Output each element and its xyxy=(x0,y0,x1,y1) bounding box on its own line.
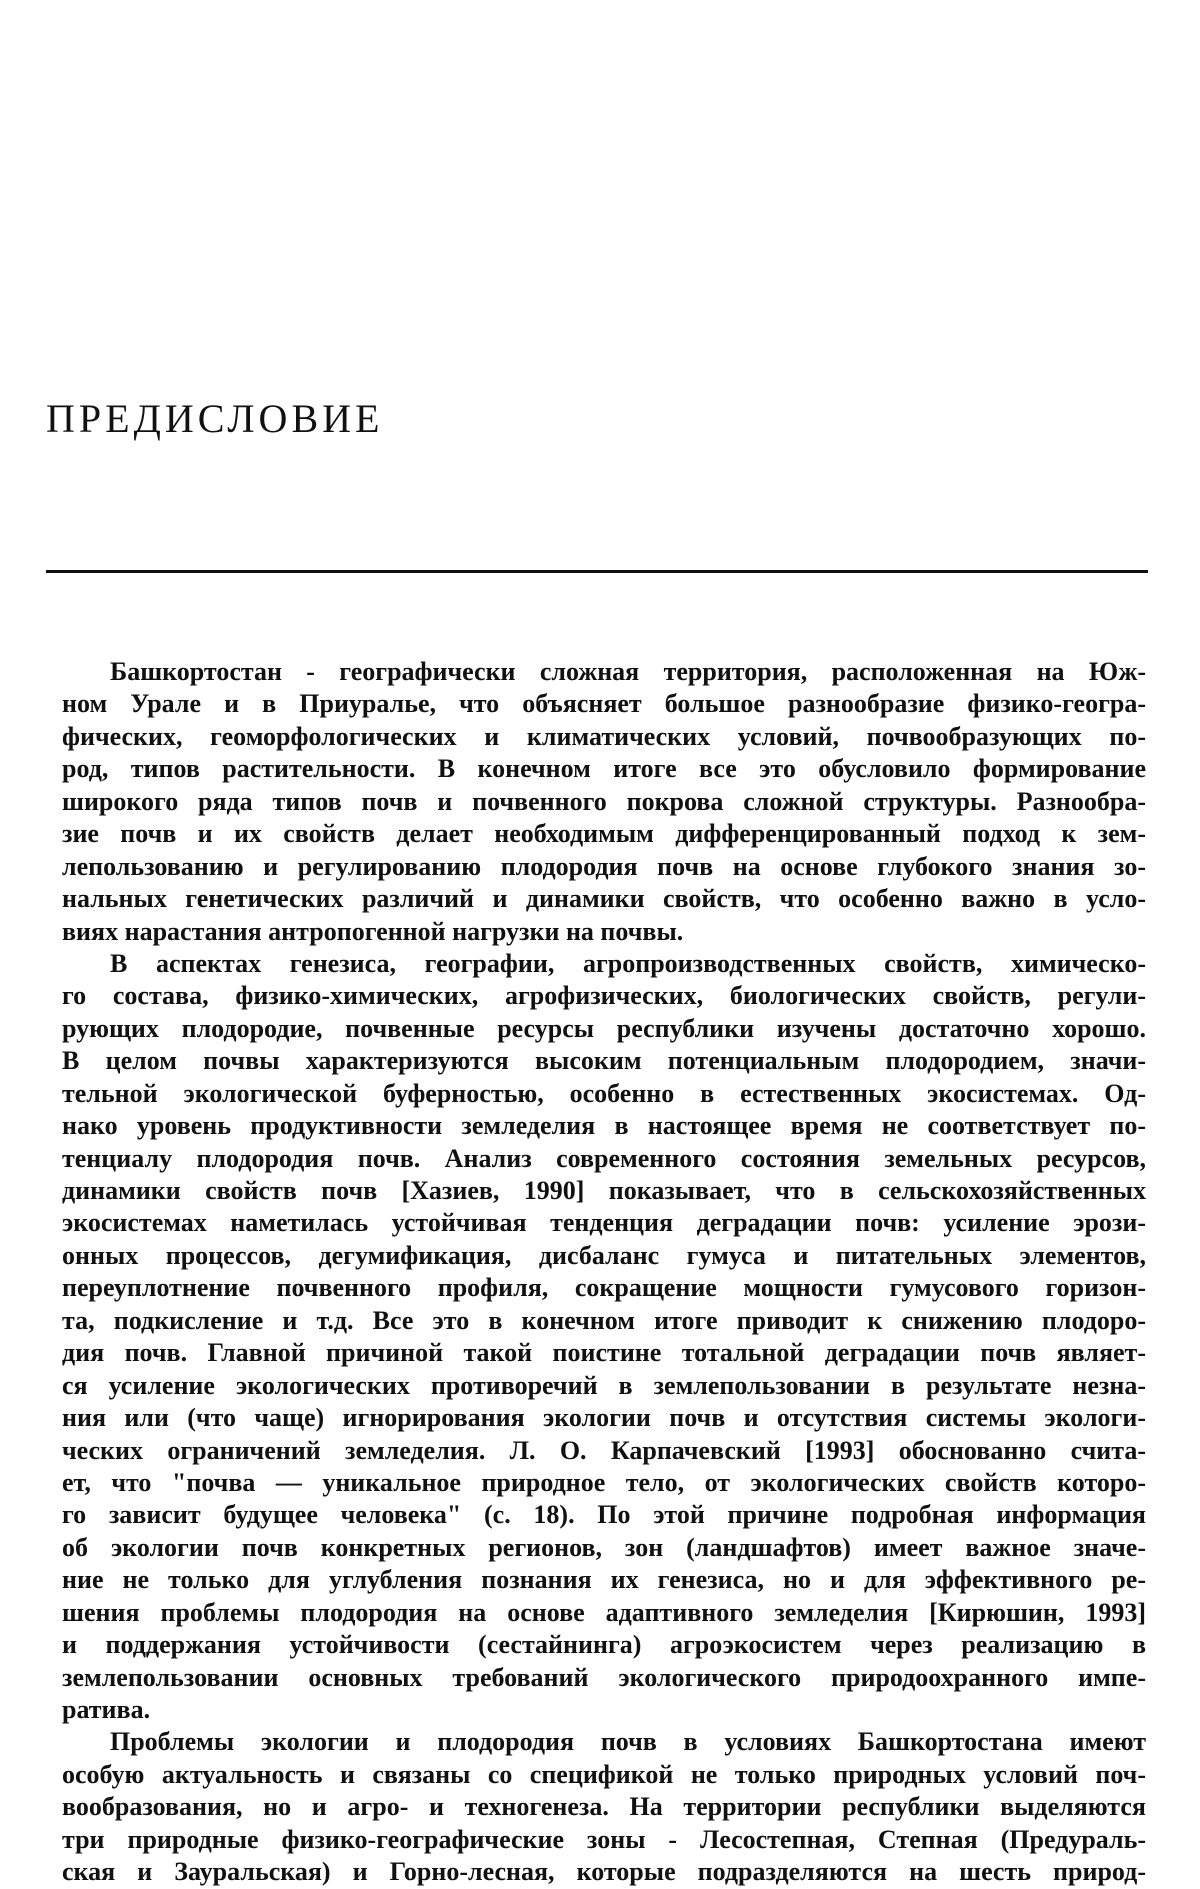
text-line: нако уровень продуктивности земледелия в настоящее время не соответствует по- xyxy=(62,1111,1146,1141)
text-line: ратива. xyxy=(62,1695,151,1724)
text-line: ет, что "почва — уникальное природное тело, от экологических свойств которо- xyxy=(62,1467,1146,1497)
text-line: дия почв. Главной причиной такой поистине тотальной деградации почв являет- xyxy=(62,1338,1146,1368)
text-line: и поддержания устойчивости (сестайнинга) агроэкосистем через реализацию в xyxy=(62,1630,1146,1660)
text-line: В целом почвы характеризуются высоким потенциальным плодородием, значи- xyxy=(62,1046,1146,1076)
text-line: рующих плодородие, почвенные ресурсы республики изучены достаточно хорошо. xyxy=(62,1013,1146,1043)
text-line: зие почв и их свойств делает необходимым дифференцированный подход к зем- xyxy=(62,819,1146,849)
text-line: тельной экологической буферностью, особенно в естественных экосистемах. Од- xyxy=(62,1078,1146,1108)
text-line: землепользовании основных требований экологического природоохранного импе- xyxy=(62,1662,1146,1692)
text-line: ния или (что чаще) игнорирования экологии почв и отсутствия системы экологи- xyxy=(62,1403,1146,1433)
text-line: экосистемах наметилась устойчивая тенденция деградации почв: усиление эрози- xyxy=(62,1208,1146,1238)
text-line: го зависит будущее человека" (с. 18). По этой причине подробная информация xyxy=(62,1500,1146,1530)
text-line: онных процессов, дегумификация, дисбаланс гумуса и питательных элементов, xyxy=(62,1240,1146,1270)
text-line: та, подкисление и т.д. Все это в конечном итоге приводит к снижению плодоро- xyxy=(62,1305,1146,1335)
text-line: переуплотнение почвенного профиля, сокращение мощности гумусового горизон- xyxy=(62,1273,1146,1303)
text-line: тенциалу плодородия почв. Анализ современного состояния земельных ресурсов, xyxy=(62,1143,1146,1173)
text-line: широкого ряда типов почв и почвенного покрова сложной структуры. Разнообра- xyxy=(62,786,1146,816)
text-line: фических, геоморфологических и климатических условий, почвообразующих по- xyxy=(62,721,1146,751)
body-text xyxy=(62,656,1146,1889)
paragraph xyxy=(62,948,1146,1727)
text-line: динамики свойств почв [Хазиев, 1990] показывает, что в сельскохозяйственных xyxy=(62,1176,1146,1205)
paragraph xyxy=(62,1726,1146,1888)
paragraph xyxy=(62,656,1146,948)
text-line: нальных генетических различий и динамики свойств, что особенно важно в усло- xyxy=(62,884,1146,914)
text-line: лепользованию и регулированию плодородия почв на основе глубокого знания зо- xyxy=(62,851,1146,881)
text-line: В аспектах генезиса, географии, агропроизводственных свойств, химическо- xyxy=(110,948,1146,978)
title-divider xyxy=(46,570,1148,573)
text-line: шения проблемы плодородия на основе адаптивного земледелия [Кирюшин, 1993] xyxy=(62,1597,1146,1627)
text-line: виях нарастания антропогенной нагрузки на почвы. xyxy=(62,916,684,946)
text-line: ся усиление экологических противоречий в землепользовании в результате незна- xyxy=(62,1370,1146,1400)
page-title: ПРЕДИСЛОВИЕ xyxy=(46,395,384,441)
text-line: особую актуальность и связаны со спецификой не только природных условий поч- xyxy=(62,1759,1146,1789)
text-line: ская и Зауральская) и Горно-лесная, которые подразделяются на шесть природ- xyxy=(62,1857,1146,1887)
text-line: Проблемы экологии и плодородия почв в условиях Башкортостана имеют xyxy=(110,1727,1146,1757)
text-line: об экологии почв конкретных регионов, зон (ландшафтов) имеет важное значе- xyxy=(62,1532,1146,1562)
text-line: ном Урале и в Приуралье, что объясняет большое разнообразие физико-геогра- xyxy=(62,689,1146,719)
text-line: вообразования, но и агро- и техногенеза. На территории республики выделяются xyxy=(62,1792,1146,1822)
text-line: го состава, физико-химических, агрофизических, биологических свойств, регули- xyxy=(62,981,1146,1011)
text-line: три природные физико-географические зоны - Лесостепная, Степная (Предураль- xyxy=(62,1824,1146,1854)
text-line: ческих ограничений земледелия. Л. О. Карпачевский [1993] обоснованно счита- xyxy=(62,1435,1146,1465)
text-line: Башкортостан - географически сложная территория, расположенная на Юж- xyxy=(110,657,1146,686)
text-line: род, типов растительности. В конечном итоге все это обусловило формирование xyxy=(62,754,1146,784)
text-line: ние не только для углубления познания их генезиса, но и для эффективного ре- xyxy=(62,1565,1146,1595)
